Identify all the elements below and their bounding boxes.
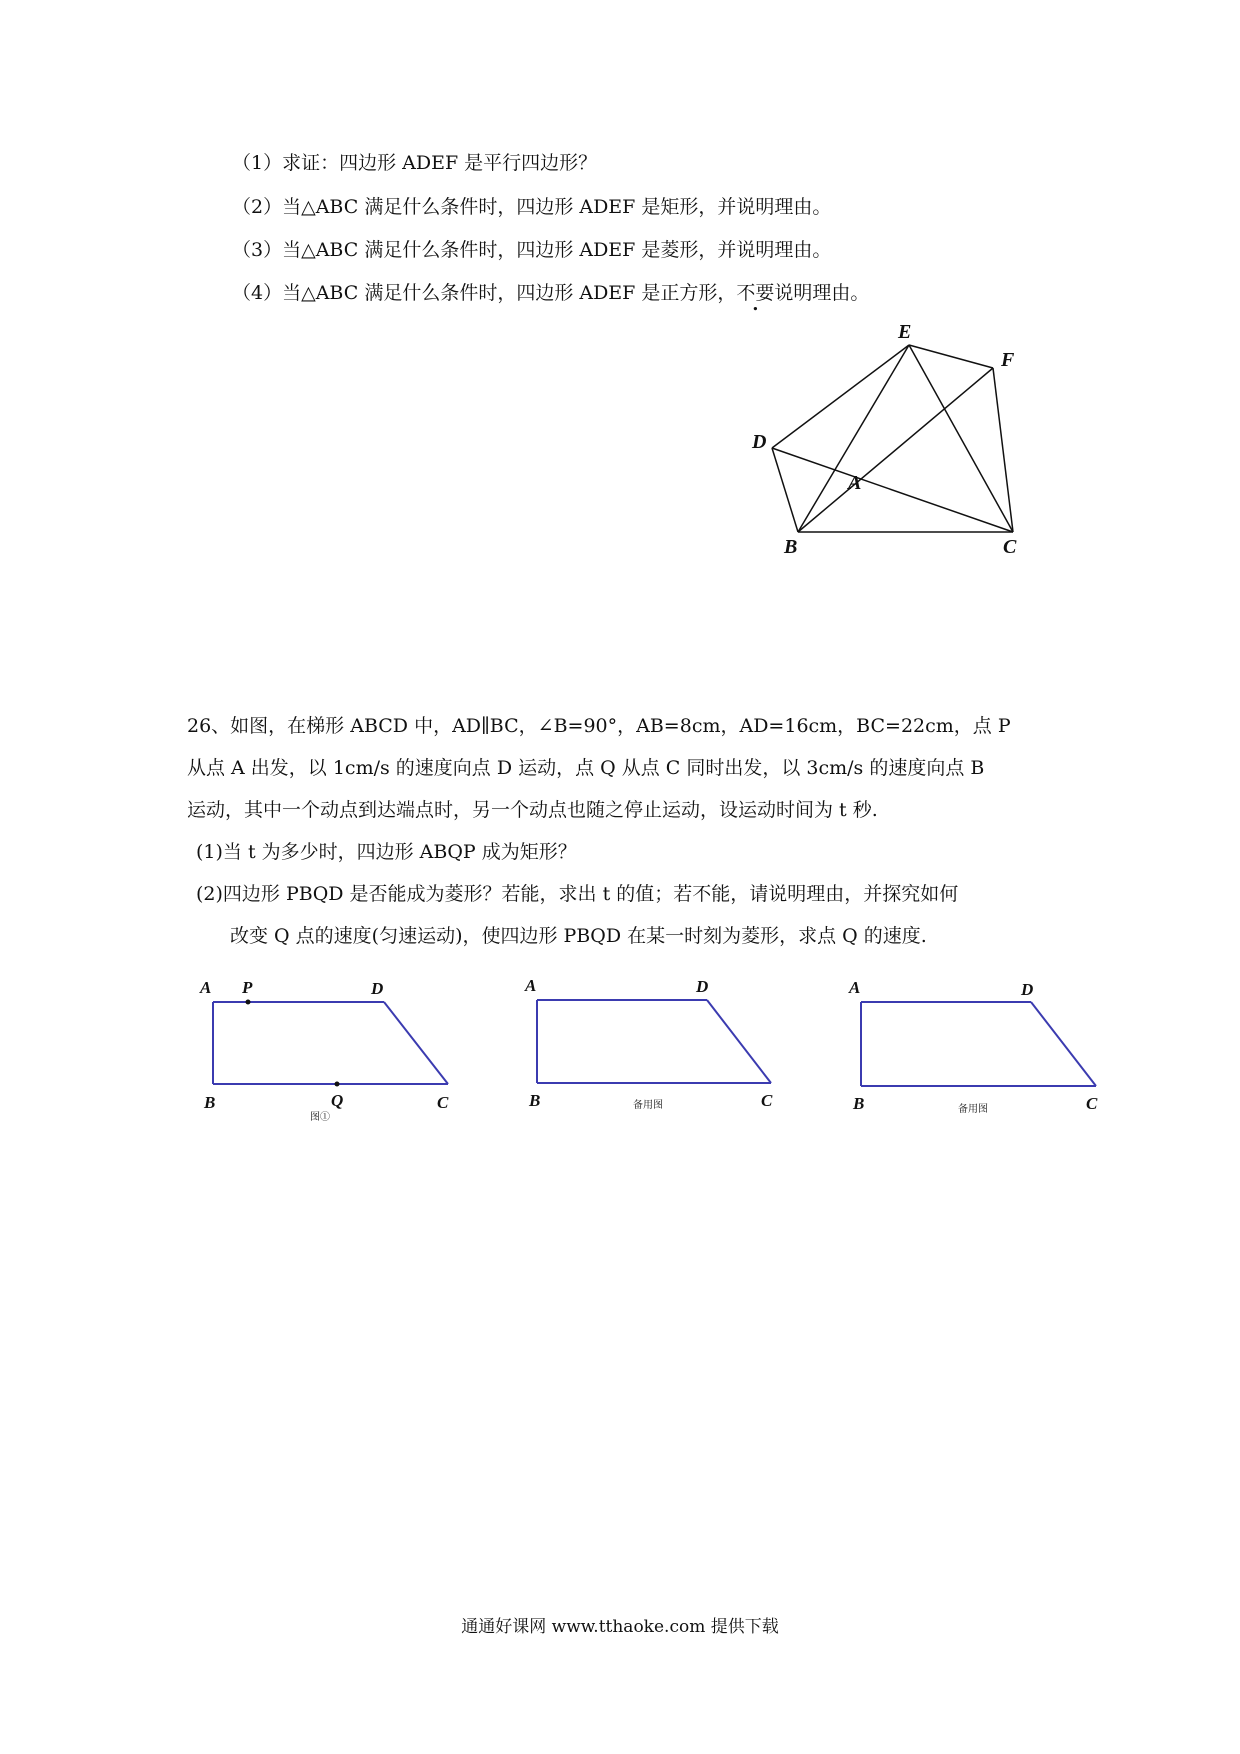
label-B: B — [784, 536, 798, 558]
fig1-label-B: B — [204, 1093, 216, 1112]
q25-item-4-text: （4）当△ABC 满足什么条件时，四边形 ADEF 是正方形， — [232, 282, 737, 304]
q26-figure-2 — [520, 975, 780, 1125]
trap1-DC — [384, 1002, 448, 1084]
fig3-label-C: C — [1086, 1094, 1098, 1113]
seg-EC — [909, 345, 1013, 532]
fig1-label-A: A — [200, 978, 212, 997]
fig1-label-C: C — [437, 1093, 449, 1112]
seg-EB — [798, 345, 909, 532]
trap3-DC — [1031, 1002, 1096, 1086]
seg-DE — [772, 345, 909, 448]
fig1-label-P: P — [242, 978, 253, 997]
q25-item-4-tail: 说明理由。 — [774, 282, 870, 304]
fig1-caption: 图① — [310, 1112, 330, 1123]
q25-item-3: （3）当△ABC 满足什么条件时，四边形 ADEF 是菱形，并说明理由。 — [232, 239, 832, 261]
label-D: D — [752, 431, 767, 453]
q26-stem-line-1: 26、如图，在梯形 ABCD 中，AD∥BC，∠B=90°，AB=8cm，AD=16cm，BC=22cm，点 P — [187, 715, 1011, 737]
seg-BF — [798, 368, 993, 532]
fig3-label-A: A — [849, 978, 861, 997]
q25-item-2: （2）当△ABC 满足什么条件时，四边形 ADEF 是矩形，并说明理由。 — [232, 196, 832, 218]
q26-sub-question-1: (1)当 t 为多少时，四边形 ABQP 成为矩形？ — [196, 841, 577, 863]
fig3-caption: 备用图 — [958, 1104, 988, 1115]
fig3-label-D: D — [1021, 980, 1034, 999]
q25-item-4 — [232, 280, 869, 306]
q25-figure — [740, 318, 1040, 558]
q26-stem-line-2: 从点 A 出发，以 1cm/s 的速度向点 D 运动，点 Q 从点 C 同时出发，以 3cm/s 的速度向点 B — [187, 757, 985, 779]
fig2-label-C: C — [761, 1091, 773, 1110]
fig1-label-Q: Q — [331, 1091, 344, 1110]
label-C: C — [1003, 536, 1017, 558]
point-Q — [335, 1082, 340, 1087]
q26-stem-line-3: 运动，其中一个动点到达端点时，另一个动点也随之停止运动，设运动时间为 t 秒. — [187, 799, 878, 821]
label-F: F — [1001, 349, 1015, 371]
fig2-label-D: D — [696, 977, 709, 996]
fig2-label-B: B — [529, 1091, 541, 1110]
seg-DC — [772, 448, 1013, 532]
trap2-DC — [707, 1000, 771, 1083]
q26-figure-1 — [195, 975, 455, 1125]
q25-item-1: （1）求证：四边形 ADEF 是平行四边形？ — [232, 152, 598, 174]
label-A: A — [848, 472, 862, 494]
seg-FC — [993, 368, 1013, 532]
page-footer: 通通好课网 www.tthaoke.com 提供下载 — [461, 1617, 779, 1637]
q26-sub-question-2-line-2: 改变 Q 点的速度(匀速运动)，使四边形 PBQD 在某一时刻为菱形，求点 Q 的速度. — [230, 925, 927, 947]
seg-BD — [772, 448, 798, 532]
fig2-label-A: A — [525, 976, 537, 995]
q26-sub-question-2-line-1: (2)四边形 PBQD 是否能成为菱形？若能，求出 t 的值；若不能，请说明理由，并探究如何 — [196, 883, 959, 905]
fig2-caption: 备用图 — [633, 1100, 663, 1111]
q25-item-4-emphasis: 不要 — [736, 282, 775, 304]
point-P — [246, 1000, 251, 1005]
q26-figure-3 — [845, 975, 1105, 1125]
fig3-label-B: B — [853, 1094, 865, 1113]
fig1-label-D: D — [371, 979, 384, 998]
seg-EF — [909, 345, 993, 368]
label-E: E — [898, 321, 912, 343]
